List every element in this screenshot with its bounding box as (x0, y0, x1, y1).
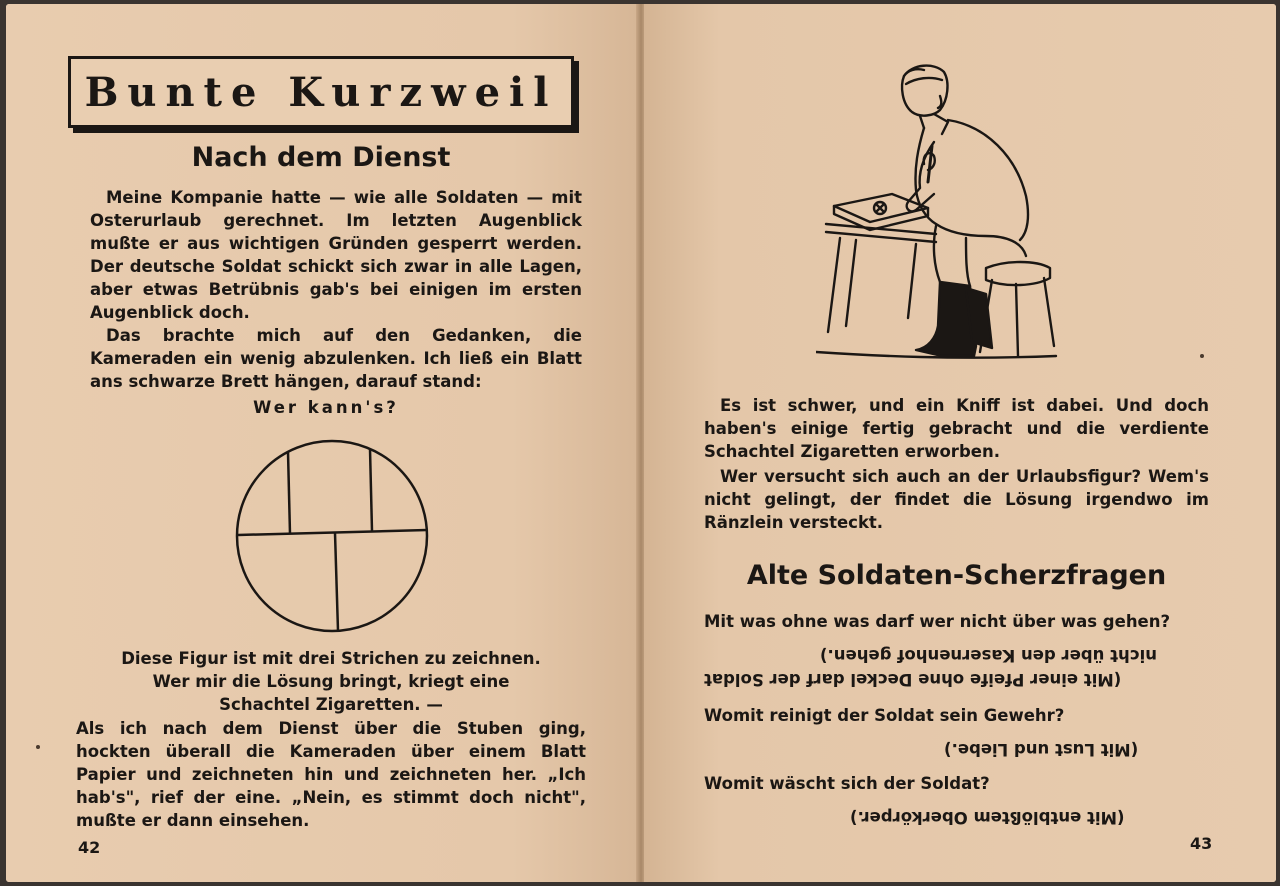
caption-line-1: Diese Figur ist mit drei Strichen zu zeichnen. (121, 649, 541, 668)
caption-line-3: Schachtel Zigaretten. — (219, 695, 443, 714)
answer-1-line-2: nicht über den Kasernenhof gehen.) (820, 646, 1157, 665)
puzzle-horizontal-line (238, 530, 427, 535)
right-page (644, 4, 1276, 882)
paper-speck (36, 745, 40, 749)
book-spread (6, 4, 1276, 882)
article-heading: Nach dem Dienst (191, 142, 451, 173)
page-number-right: 43 (1190, 834, 1213, 853)
page-number-left: 42 (78, 838, 101, 857)
answer-1-line-1: (Mit einer Pfeife ohne Deckel darf der Soldat (704, 670, 1122, 689)
soldier-drawing-illustration (816, 56, 1076, 366)
paper-speck-right (1200, 354, 1204, 358)
question-3: Womit wäscht sich der Soldat? (704, 774, 990, 793)
question-2: Womit reinigt der Soldat sein Gewehr? (704, 706, 1065, 725)
puzzle-title: Wer kann's? (253, 398, 399, 417)
paragraph-1: Meine Kompanie hatte — wie alle Soldaten — mit Osterurlaub gerechnet. Im letzten Augenblick mußte er aus wichtigen Gründen gesperrt werden. Der deutsche Soldat schickt sich zwar in alle Lagen, aber etwas Betrübnis gab's bei einigen im ersten Augenblick doch. (90, 188, 582, 322)
jokes-heading: Alte Soldaten-Scherzfragen (746, 560, 1167, 591)
section-title: Bunte Kurzweil (84, 68, 558, 116)
caption-line-2: Wer mir die Lösung bringt, kriegt eine (152, 672, 510, 691)
puzzle-vertical-line-2 (370, 449, 372, 531)
answer-3: (Mit entblößtem Oberkörper.) (850, 808, 1125, 827)
puzzle-figure (232, 436, 432, 636)
left-page (6, 4, 638, 882)
puzzle-circle (237, 441, 427, 631)
question-1: Mit was ohne was darf wer nicht über was gehen? (704, 612, 1171, 631)
puzzle-vertical-line-3 (335, 533, 338, 631)
right-paragraph-2: Wer versucht sich auch an der Urlaubsfigur? Wem's nicht gelingt, der findet die Lösung irgendwo im Ränzlein versteckt. (704, 467, 1209, 532)
puzzle-vertical-line-1 (288, 452, 290, 534)
paragraph-2: Das brachte mich auf den Gedanken, die Kameraden ein wenig abzulenken. Ich ließ ein Blatt ans schwarze Brett hängen, darauf stand: (90, 326, 582, 391)
paragraph-3: Als ich nach dem Dienst über die Stuben ging, hockten überall die Kameraden über einem Blatt Papier und zeichneten hin und zeichneten her. „Ich hab's", rief der eine. „Nein, es stimmt doch nicht", mußte er dann einsehen. (76, 719, 586, 830)
right-paragraph-1: Es ist schwer, und ein Kniff ist dabei. Und doch haben's einige fertig gebracht und die verdiente Schachtel Zigaretten erworben. (704, 396, 1209, 461)
answer-2: (Mit Lust und Liebe.) (944, 740, 1139, 759)
section-title-box (68, 56, 574, 128)
